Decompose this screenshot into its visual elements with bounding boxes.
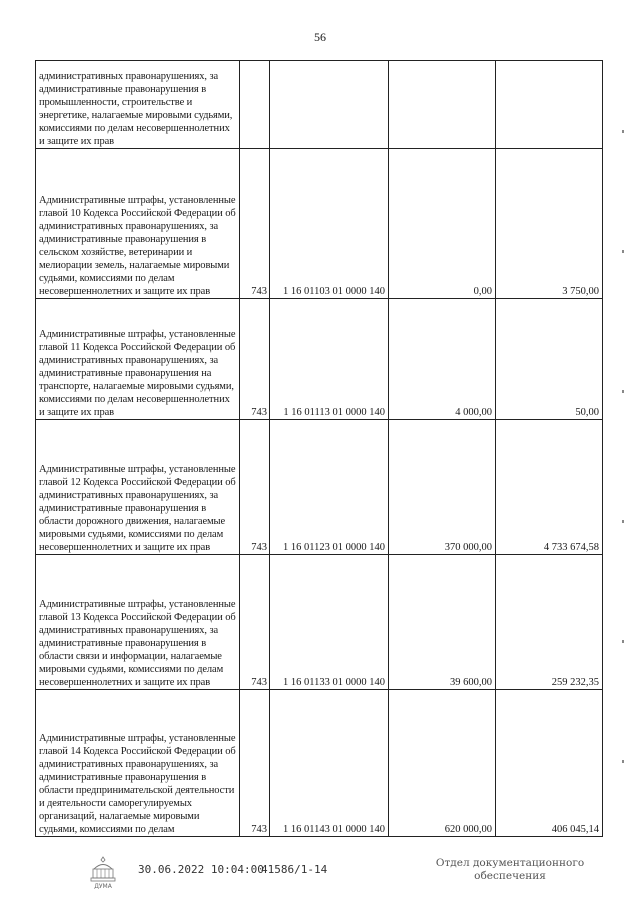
row-value-1 <box>389 61 496 149</box>
duma-emblem-icon <box>88 855 118 891</box>
row-description: административных правонарушениях, за административные правонарушения в промышленности, строительстве и энергетике, налагаемые мировыми судьями, комиссиями по делам несовершеннолетних и защите их прав <box>36 61 240 149</box>
table-row <box>36 420 603 555</box>
row-budget-code <box>270 61 389 149</box>
row-admin-code: 743 <box>240 690 270 837</box>
margin-mark <box>622 250 624 253</box>
table-row <box>36 149 603 299</box>
table-row <box>36 690 603 837</box>
margin-mark <box>622 520 624 523</box>
margin-mark <box>622 390 624 393</box>
row-value-2: 50,00 <box>496 299 603 420</box>
row-value-1: 620 000,00 <box>389 690 496 837</box>
registration-datetime: 30.06.2022 10:04:00 <box>138 863 264 876</box>
margin-mark <box>622 130 624 133</box>
row-value-1: 4 000,00 <box>389 299 496 420</box>
row-admin-code <box>240 61 270 149</box>
table-row <box>36 61 603 149</box>
row-description: Административные штрафы, установленные главой 12 Кодекса Российской Федерации об административных правонарушениях, за административные правонарушения в области дорожного движения, налагаемые мировыми судьями, комиссиями по делам несовершеннолетних и защите их прав <box>36 420 240 555</box>
table-row <box>36 555 603 690</box>
row-value-1: 0,00 <box>389 149 496 299</box>
table-row <box>36 299 603 420</box>
row-description: Административные штрафы, установленные главой 10 Кодекса Российской Федерации об административных правонарушениях, за административные правонарушения в сельском хозяйстве, ветеринарии и мелиорации земель, налагаемые мировыми судьями, комиссиями по делам несовершеннолетних и защите их прав <box>36 149 240 299</box>
row-budget-code: 1 16 01113 01 0000 140 <box>270 299 389 420</box>
row-budget-code: 1 16 01143 01 0000 140 <box>270 690 389 837</box>
revenue-table <box>35 60 603 837</box>
margin-mark <box>622 640 624 643</box>
duma-emblem-label: ДУМА <box>94 883 112 890</box>
row-budget-code: 1 16 01133 01 0000 140 <box>270 555 389 690</box>
row-admin-code: 743 <box>240 420 270 555</box>
row-value-2 <box>496 61 603 149</box>
margin-mark <box>622 760 624 763</box>
row-admin-code: 743 <box>240 299 270 420</box>
row-value-2: 406 045,14 <box>496 690 603 837</box>
row-value-1: 39 600,00 <box>389 555 496 690</box>
row-description: Административные штрафы, установленные главой 11 Кодекса Российской Федерации об административных правонарушениях, за административные правонарушения на транспорте, налагаемые мировыми судьями, комиссиями по делам несовершеннолетних и защите их прав <box>36 299 240 420</box>
department-stamp: Отдел документационного обеспечения <box>435 857 585 882</box>
row-value-1: 370 000,00 <box>389 420 496 555</box>
row-budget-code: 1 16 01103 01 0000 140 <box>270 149 389 299</box>
row-description: Административные штрафы, установленные главой 13 Кодекса Российской Федерации об административных правонарушениях, за административные правонарушения в области связи и информации, налагаемые мировыми судьями, комиссиями по делам несовершеннолетних и защите их прав <box>36 555 240 690</box>
row-value-2: 3 750,00 <box>496 149 603 299</box>
page-number: 56 <box>314 30 326 44</box>
row-value-2: 4 733 674,58 <box>496 420 603 555</box>
row-budget-code: 1 16 01123 01 0000 140 <box>270 420 389 555</box>
document-footer <box>0 855 640 900</box>
row-description: Административные штрафы, установленные главой 14 Кодекса Российской Федерации об административных правонарушениях, за административные правонарушения в области предпринимательской деятельности и деятельности саморегулируемых организаций, налагаемые мировыми судьями, комиссиями по делам <box>36 690 240 837</box>
registration-number: 41586/1-14 <box>261 863 328 876</box>
row-admin-code: 743 <box>240 555 270 690</box>
row-value-2: 259 232,35 <box>496 555 603 690</box>
row-admin-code: 743 <box>240 149 270 299</box>
